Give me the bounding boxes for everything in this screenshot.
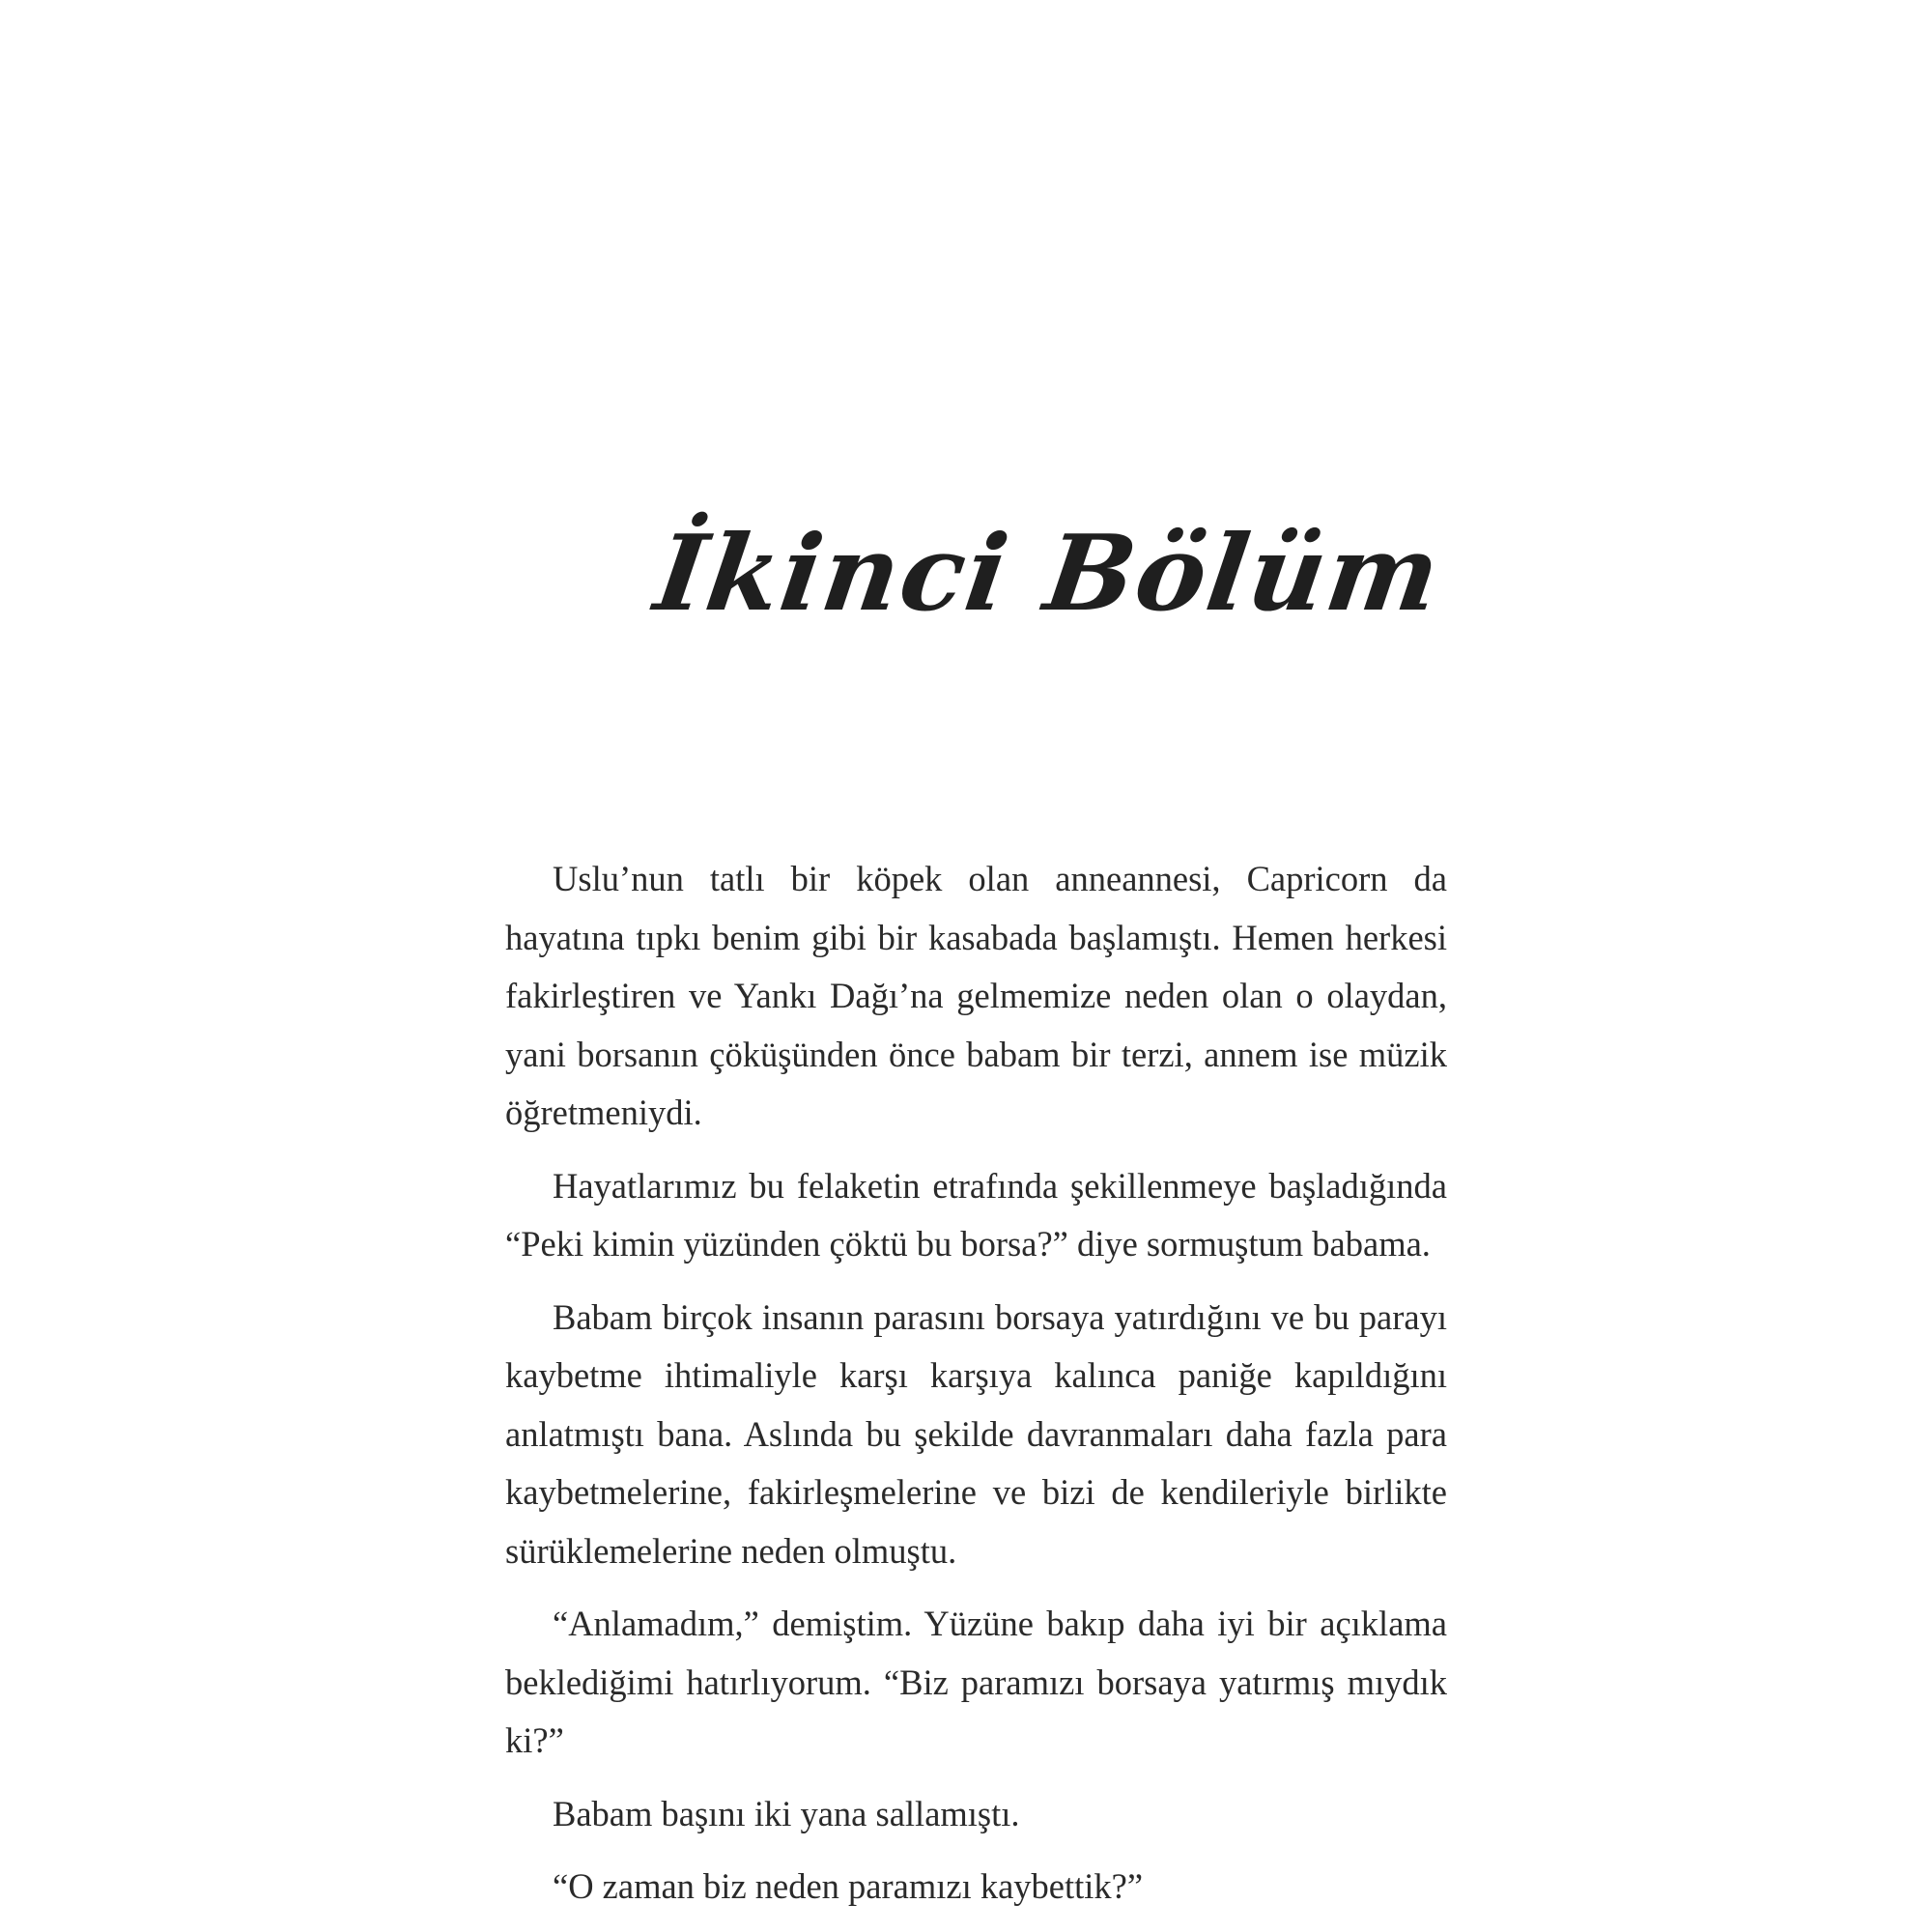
paragraph-1: Uslu’nun tatlı bir köpek olan anneannesi, Capricorn da hayatına tıpkı benim gibi bir kasabada başlamıştı. Hemen herkesi fakirleştiren ve Yankı Dağı’na gelmemize neden olan o olaydan, yani borsanın çöküşünden önce babam bir terzi, annem ise müzik öğretmeniydi. [505,859,1447,1132]
paragraph-2: Hayatlarımız bu felaketin etrafında şekillenmeye başladığında “Peki kimin yüzünden çöktü bu borsa?” diye sormuştum babama. [505,1165,1447,1264]
paragraph-5: Babam başını iki yana sallamıştı. [553,1793,1020,1833]
paragraph-4: “Anlamadım,” demiştim. Yüzüne bakıp daha iyi bir açıklama beklediğimi hatırlıyorum. “Biz paramızı borsaya yatırmış mıydık ki?” [505,1604,1447,1760]
paragraph-6: “O zaman biz neden paramızı kaybettik?” [553,1866,1144,1906]
chapter-body [505,850,1447,1931]
paragraph-3: Babam birçok insanın parasını borsaya yatırdığını ve bu parayı kaybetme ihtimaliyle karşı karşıya kalınca paniğe kapıldığını anlatmıştı bana. Aslında bu şekilde davranmaları daha fazla para kaybetmelerine, fakirleşmelerine ve bizi de kendileriyle birlikte sürüklemelerine neden olmuştu. [505,1296,1447,1571]
chapter-title: İkinci Bölüm [648,513,1449,635]
